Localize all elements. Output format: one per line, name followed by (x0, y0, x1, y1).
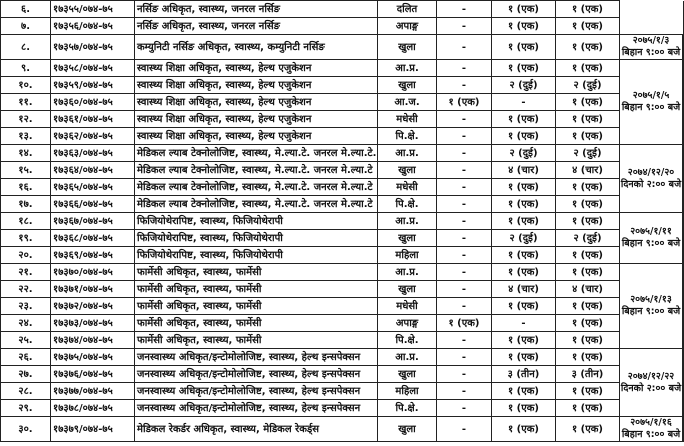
category: आ.प्र. (378, 264, 437, 281)
category: खुला (378, 281, 437, 298)
exam-time: बिहान ९:०० बजे (621, 429, 681, 440)
post-title: फार्मेसी अधिकृत, स्वास्थ्य, फार्मेसी (135, 315, 378, 332)
exam-date-first (620, 213, 683, 264)
row-number: २२. (1, 281, 51, 298)
quota-count-b: १ (एक) (492, 349, 556, 366)
row-number: ८. (1, 35, 51, 60)
exam-date: २०७४/१२/२० (627, 166, 675, 178)
quota-count-b: १ (एक) (492, 1, 556, 18)
category: पि.क्षे. (378, 400, 437, 417)
exam-time: दिनको २:०० बजे (620, 178, 682, 190)
table-row (1, 94, 684, 111)
quota-count-a: १ (एक) (437, 94, 492, 111)
quota-count-a: - (437, 1, 492, 18)
quota-count-b: - (492, 315, 556, 332)
quota-count-b: १ (एक) (492, 60, 556, 77)
total-count: १ (एक) (556, 298, 620, 315)
post-title: फार्मेसी अधिकृत, स्वास्थ्य, फार्मेसी (135, 298, 378, 315)
advertisement-code: १७३५६/०७४-७५ (51, 18, 135, 35)
table-row (1, 35, 684, 60)
post-title: नर्सिङ अधिकृत, स्वास्थ्य, जनरल नर्सिङ (135, 1, 378, 18)
advertisement-code: १७३५८/०७४-७५ (51, 60, 135, 77)
exam-time: बिहान ९:०० बजे (621, 102, 681, 113)
total-count: ४ (चार) (556, 281, 620, 298)
advertisement-code: १७३७८/०७४-७५ (51, 400, 135, 417)
quota-count-a: - (437, 18, 492, 35)
exam-date: २०७५/१/५ (632, 90, 670, 101)
category: खुला (378, 230, 437, 247)
quota-count-a: - (437, 383, 492, 400)
table-row (1, 332, 684, 349)
post-title: मेडिकल रेकर्डर अधिकृत, स्वास्थ्य, मेडिकल रेकर्ड्स (135, 417, 378, 442)
post-title: स्वास्थ्य शिक्षा अधिकृत, स्वास्थ्य, हेल्थ एजुकेशन (135, 111, 378, 128)
advertisement-code: १७३७४/०७४-७५ (51, 332, 135, 349)
quota-count-a: - (437, 162, 492, 179)
exam-date: २०७५/१/१३ (630, 294, 672, 305)
row-number: २९. (1, 400, 51, 417)
exam-date-first (620, 145, 683, 213)
category: खुला (378, 35, 437, 60)
post-title: फिजियोथेरापिष्ट, स्वास्थ्य, फिजियोथेरापी (135, 213, 378, 230)
total-count: १ (एक) (556, 196, 620, 213)
total-count: २ (दुई) (556, 145, 620, 162)
row-number: २६. (1, 349, 51, 366)
quota-count-a: - (437, 35, 492, 60)
advertisement-code: १७३५७/०७४-७५ (51, 35, 135, 60)
advertisement-code: १७३७७/०७४-७५ (51, 383, 135, 400)
quota-count-a: - (437, 247, 492, 264)
category: मधेसी (378, 179, 437, 196)
advertisement-code: १७३६४/०७४-७५ (51, 162, 135, 179)
total-count: २ (दुई) (556, 77, 620, 94)
total-count: १ (एक) (556, 111, 620, 128)
quota-count-a: - (437, 145, 492, 162)
total-count: १ (एक) (556, 213, 620, 230)
row-number: १८. (1, 213, 51, 230)
exam-date-first (620, 417, 683, 442)
row-number: ७. (1, 18, 51, 35)
advertisement-code: १७३६२/०७४-७५ (51, 128, 135, 145)
total-count: १ (एक) (556, 332, 620, 349)
row-number: १५. (1, 162, 51, 179)
table-row (1, 349, 684, 366)
total-count: १ (एक) (556, 60, 620, 77)
quota-count-b: १ (एक) (492, 179, 556, 196)
post-title: जनस्वास्थ्य अधिकृत/इन्टोमोलोजिष्ट, स्वास्थ्य, हेल्थ इन्सपेक्सन (135, 366, 378, 383)
category: अपाङ्ग (378, 18, 437, 35)
total-count: १ (एक) (556, 315, 620, 332)
exam-date-first (620, 349, 683, 417)
category: पि.क्षे. (378, 332, 437, 349)
exam-date-second (683, 60, 684, 145)
table-row (1, 111, 684, 128)
advertisement-code: १७३७१/०७४-७५ (51, 281, 135, 298)
post-title: मेडिकल ल्याब टेक्नोलोजिष्ट, स्वास्थ्य, मे.ल्या.टे. जनरल मे.ल्या.टे (135, 162, 378, 179)
table-row (1, 1, 684, 18)
exam-date-first (620, 264, 683, 349)
quota-count-a: - (437, 332, 492, 349)
advertisement-code: १७३६८/०७४-७५ (51, 230, 135, 247)
table-row (1, 196, 684, 213)
quota-count-a: - (437, 281, 492, 298)
row-number: २८. (1, 383, 51, 400)
quota-count-b: १ (एक) (492, 417, 556, 442)
post-title: स्वास्थ्य शिक्षा अधिकृत, स्वास्थ्य, हेल्थ एजुकेशन (135, 60, 378, 77)
table-row (1, 315, 684, 332)
advertisement-code: १७३५९/०७४-७५ (51, 77, 135, 94)
total-count: १ (एक) (556, 35, 620, 60)
total-count: १ (एक) (556, 349, 620, 366)
exam-date-first (620, 35, 683, 60)
exam-time: दिनको २:०० बजे (620, 382, 682, 394)
row-number: ३०. (1, 417, 51, 442)
quota-count-b: ४ (चार) (492, 281, 556, 298)
exam-date-second (683, 213, 684, 264)
total-count: ३ (तीन) (556, 366, 620, 383)
quota-count-b: १ (एक) (492, 383, 556, 400)
date-cell-empty (620, 1, 684, 35)
row-number: २७. (1, 366, 51, 383)
vacancy-table-body (1, 1, 684, 442)
exam-time: बिहान ९:०० बजे (621, 238, 681, 249)
table-row (1, 264, 684, 281)
quota-count-b: १ (एक) (492, 128, 556, 145)
table-row (1, 417, 684, 442)
advertisement-code: १७३६०/०७४-७५ (51, 94, 135, 111)
table-row (1, 145, 684, 162)
quota-count-a: - (437, 264, 492, 281)
total-count: १ (एक) (556, 247, 620, 264)
row-number: १९. (1, 230, 51, 247)
quota-count-b: २ (दुई) (492, 230, 556, 247)
quota-count-b: १ (एक) (492, 247, 556, 264)
total-count: १ (एक) (556, 128, 620, 145)
quota-count-a: - (437, 298, 492, 315)
quota-count-b: १ (एक) (492, 332, 556, 349)
advertisement-code: १७३७६/०७४-७५ (51, 366, 135, 383)
post-title: नर्सिङ अधिकृत, स्वास्थ्य, जनरल नर्सिङ (135, 18, 378, 35)
advertisement-code: १७३७२/०७४-७५ (51, 298, 135, 315)
quota-count-b: २ (दुई) (492, 145, 556, 162)
row-number: २१. (1, 264, 51, 281)
exam-time: बिहान ९:०० बजे (621, 306, 681, 317)
category: अपाङ्ग (378, 315, 437, 332)
post-title: मेडिकल ल्याब टेक्नोलोजिष्ट, स्वास्थ्य, मे.ल्या.टे. जनरल मे.ल्या.टे. (135, 145, 378, 162)
quota-count-b: ४ (चार) (492, 162, 556, 179)
post-title: स्वास्थ्य शिक्षा अधिकृत, स्वास्थ्य, हेल्थ एजुकेशन (135, 128, 378, 145)
total-count: १ (एक) (556, 1, 620, 18)
exam-date-second (683, 35, 684, 60)
quota-count-b: १ (एक) (492, 400, 556, 417)
post-title: फार्मेसी अधिकृत, स्वास्थ्य, फार्मेसी (135, 264, 378, 281)
advertisement-code: १७३५५/०७४-७५ (51, 1, 135, 18)
quota-count-b: १ (एक) (492, 298, 556, 315)
row-number: २०. (1, 247, 51, 264)
table-row (1, 281, 684, 298)
total-count: ४ (चार) (556, 162, 620, 179)
table-row (1, 179, 684, 196)
advertisement-code: १७३६५/०७४-७५ (51, 179, 135, 196)
quota-count-b: १ (एक) (492, 18, 556, 35)
row-number: ६. (1, 1, 51, 18)
post-title: फार्मेसी अधिकृत, स्वास्थ्य, फार्मेसी (135, 281, 378, 298)
post-title: फिजियोथेरापिष्ट, स्वास्थ्य, फिजियोथेरापी (135, 247, 378, 264)
row-number: १३. (1, 128, 51, 145)
table-row (1, 60, 684, 77)
exam-date-second (683, 349, 684, 417)
quota-count-a: - (437, 77, 492, 94)
quota-count-b: १ (एक) (492, 213, 556, 230)
quota-count-a: १ (एक) (437, 315, 492, 332)
total-count: १ (एक) (556, 94, 620, 111)
category: आ.प्र. (378, 145, 437, 162)
row-number: २४. (1, 315, 51, 332)
total-count: १ (एक) (556, 18, 620, 35)
category: महिला (378, 383, 437, 400)
exam-date: २०७५/१/३ (632, 35, 670, 46)
advertisement-code: १७३७९/०७४-७५ (51, 417, 135, 442)
quota-count-a: - (437, 60, 492, 77)
category: खुला (378, 366, 437, 383)
category: आ.प्र. (378, 349, 437, 366)
total-count: १ (एक) (556, 264, 620, 281)
exam-date-second (683, 264, 684, 349)
quota-count-a: - (437, 349, 492, 366)
quota-count-b: १ (एक) (492, 111, 556, 128)
category: आ.ज. (378, 94, 437, 111)
quota-count-b: २ (दुई) (492, 77, 556, 94)
table-row (1, 162, 684, 179)
advertisement-code: १७३७५/०७४-७५ (51, 349, 135, 366)
total-count: १ (एक) (556, 417, 620, 442)
advertisement-code: १७३६३/०७४-७५ (51, 145, 135, 162)
quota-count-b: १ (एक) (492, 35, 556, 60)
quota-count-a: - (437, 230, 492, 247)
quota-count-b: १ (एक) (492, 264, 556, 281)
advertisement-code: १७३६६/०७४-७५ (51, 196, 135, 213)
table-row (1, 383, 684, 400)
row-number: १२. (1, 111, 51, 128)
quota-count-b: - (492, 94, 556, 111)
post-title: जनस्वास्थ्य अधिकृत/इन्टोमोलोजिष्ट, स्वास्थ्य, हेल्थ इन्सपेक्सन (135, 349, 378, 366)
quota-count-a: - (437, 417, 492, 442)
advertisement-code: १७३६१/०७४-७५ (51, 111, 135, 128)
table-row (1, 366, 684, 383)
exam-time: बिहान ९:०० बजे (621, 47, 681, 58)
quota-count-a: - (437, 128, 492, 145)
category: खुला (378, 162, 437, 179)
table-row (1, 77, 684, 94)
post-title: स्वास्थ्य शिक्षा अधिकृत, स्वास्थ्य, हेल्थ एजुकेशन (135, 77, 378, 94)
category: दलित (378, 1, 437, 18)
post-title: फिजियोथेरापिष्ट, स्वास्थ्य, फिजियोथेरापी (135, 230, 378, 247)
row-number: २५. (1, 332, 51, 349)
category: आ.प्र. (378, 213, 437, 230)
post-title: मेडिकल ल्याब टेक्नोलोजिष्ट, स्वास्थ्य, मे.ल्या.टे. जनरल मे.ल्या.टे (135, 179, 378, 196)
quota-count-a: - (437, 366, 492, 383)
quota-count-a: - (437, 196, 492, 213)
exam-date-first (620, 60, 683, 145)
table-row (1, 298, 684, 315)
row-number: ९. (1, 60, 51, 77)
category: महिला (378, 247, 437, 264)
exam-date: २०७४/१२/२२ (627, 370, 675, 382)
total-count: २ (दुई) (556, 230, 620, 247)
table-row (1, 400, 684, 417)
category: खुला (378, 417, 437, 442)
exam-date: २०७५/१/१६ (630, 417, 672, 428)
total-count: १ (एक) (556, 383, 620, 400)
total-count: १ (एक) (556, 179, 620, 196)
table-row (1, 18, 684, 35)
category: खुला (378, 77, 437, 94)
quota-count-a: - (437, 179, 492, 196)
table-row (1, 128, 684, 145)
row-number: ११. (1, 94, 51, 111)
post-title: मेडिकल ल्याब टेक्नोलोजिष्ट, स्वास्थ्य, मे.ल्या.टे. जनरल मे.ल्या.टे (135, 196, 378, 213)
post-title: जनस्वास्थ्य अधिकृत/इन्टोमोलोजिष्ट, स्वास्थ्य, हेल्थ इन्सपेक्सन (135, 400, 378, 417)
quota-count-b: ३ (तीन) (492, 366, 556, 383)
post-title: स्वास्थ्य शिक्षा अधिकृत, स्वास्थ्य, हेल्थ एजुकेशन (135, 94, 378, 111)
exam-date-second (683, 145, 684, 213)
advertisement-code: १७३६९/०७४-७५ (51, 247, 135, 264)
post-title: कम्युनिटी नर्सिङ अधिकृत, स्वास्थ्य, कम्युनिटी नर्सिङ (135, 35, 378, 60)
table-row (1, 213, 684, 230)
row-number: १०. (1, 77, 51, 94)
row-number: १४. (1, 145, 51, 162)
total-count: १ (एक) (556, 400, 620, 417)
advertisement-code: १७३६७/०७४-७५ (51, 213, 135, 230)
quota-count-a: - (437, 213, 492, 230)
exam-date: २०७५/१/११ (630, 226, 672, 237)
category: पि.क्षे. (378, 196, 437, 213)
quota-count-b: १ (एक) (492, 196, 556, 213)
row-number: २३. (1, 298, 51, 315)
row-number: १७. (1, 196, 51, 213)
row-number: १६. (1, 179, 51, 196)
exam-date-second (683, 417, 684, 442)
table-row (1, 247, 684, 264)
post-title: फार्मेसी अधिकृत, स्वास्थ्य, फार्मेसी (135, 332, 378, 349)
advertisement-code: १७३७३/०७४-७५ (51, 315, 135, 332)
advertisement-code: १७३७०/०७४-७५ (51, 264, 135, 281)
category: मधेसी (378, 298, 437, 315)
post-title: जनस्वास्थ्य अधिकृत/इन्टोमोलोजिष्ट, स्वास्थ्य, हेल्थ इन्सपेक्सन (135, 383, 378, 400)
category: मधेसी (378, 111, 437, 128)
table-row (1, 230, 684, 247)
quota-count-a: - (437, 400, 492, 417)
quota-count-a: - (437, 111, 492, 128)
category: आ.प्र. (378, 60, 437, 77)
category: पि.क्षे. (378, 128, 437, 145)
